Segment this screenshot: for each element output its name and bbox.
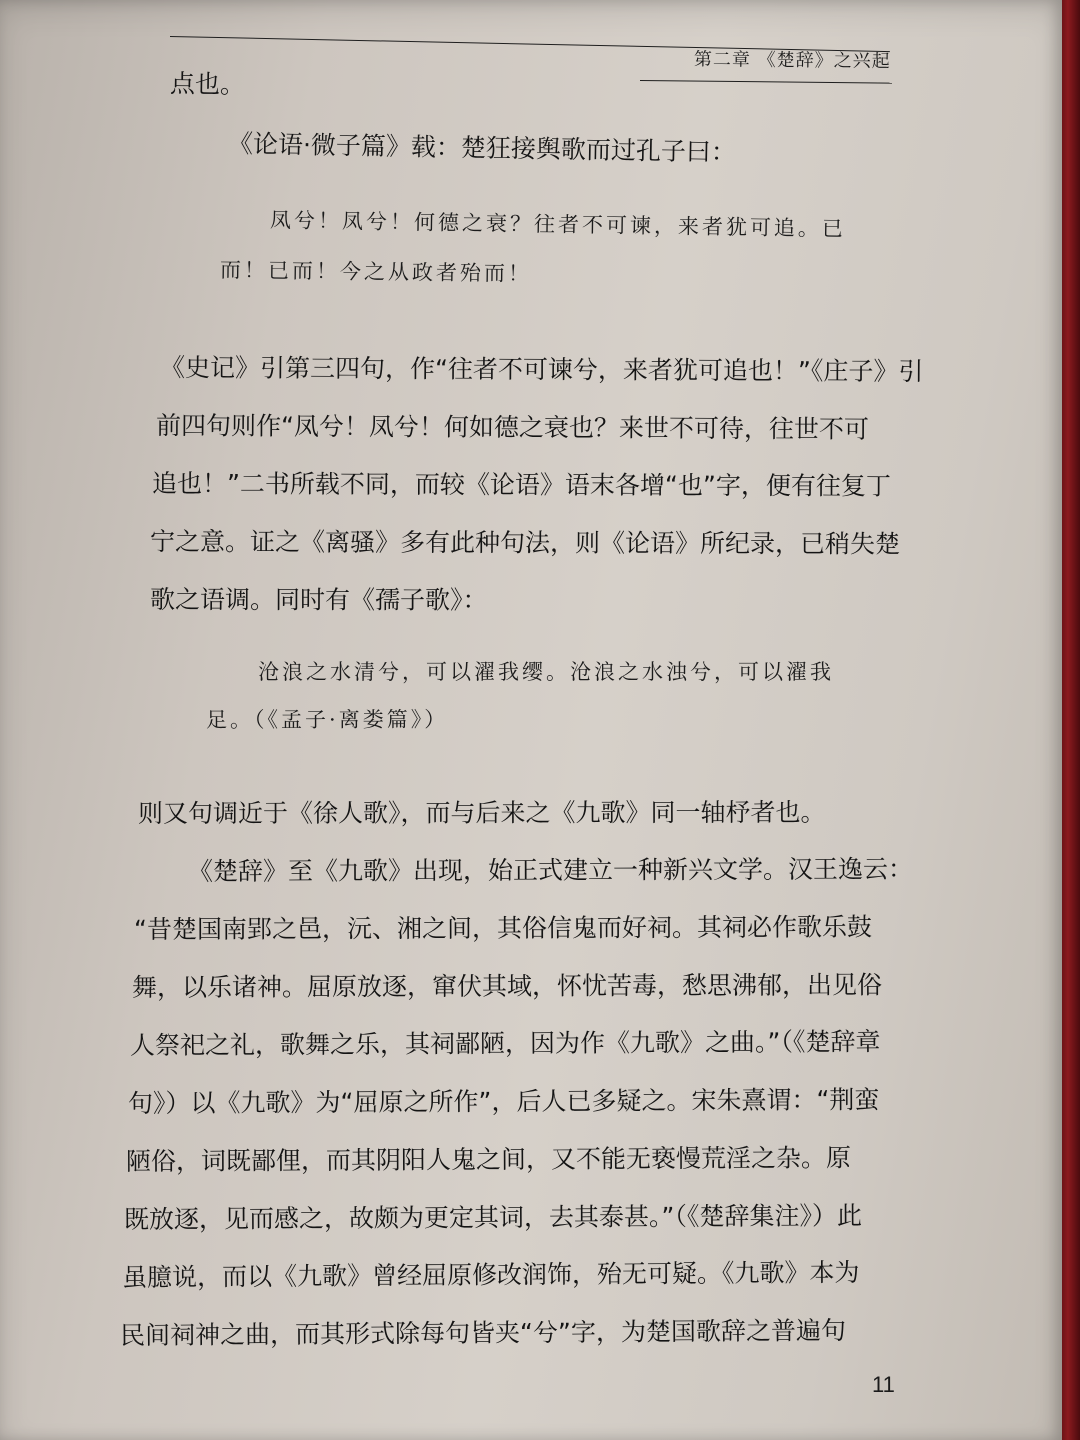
body-line: 追也！”二书所载不同，而较《论语》语末各增“也”字，便有往复丁 (151, 469, 891, 501)
body-line: 歌之语调。同时有《孺子歌》： (149, 585, 488, 615)
quote-line: 足。（《孟子·离娄篇》） (205, 707, 449, 732)
body-line: “昔楚国南郢之邑，沅、湘之间，其俗信鬼而好祠。其祠必作歌乐鼓 (133, 912, 873, 944)
body-line: 虽臆说，而以《九歌》曾经屈原修改润饰，殆无可疑。《九歌》本为 (121, 1257, 860, 1292)
body-line: 则又句调近于《徐人歌》，而与后来之《九歌》同一轴杼者也。 (137, 797, 826, 828)
body-line: 《论语·微子篇》载：楚狂接舆歌而过孔子曰： (227, 129, 737, 167)
header-rule-bottom (640, 80, 892, 84)
body-line: 点也。 (169, 69, 246, 100)
body-line: 句》）以《九歌》为“屈原之所作”，后人已多疑之。宋朱熹谓：“荆蛮 (127, 1085, 880, 1118)
body-line: 前四句则作“凤兮！凤兮！何如德之衰也？来世不可待，往世不可 (155, 411, 870, 444)
page-number: 11 (872, 1372, 895, 1397)
body-line: 《史记》引第三四句，作“往者不可谏兮，来者犹可追也！”《庄子》引 (159, 353, 924, 386)
quote-line: 而！已而！今之从政者殆而！ (219, 258, 533, 286)
running-head: 第二章 《楚辞》之兴起 (693, 48, 891, 73)
body-line: 陋俗，词既鄙俚，而其阴阳人鬼之间，又不能无亵慢荒淫之杂。原 (125, 1143, 852, 1176)
body-line: 《楚辞》至《九歌》出现，始正式建立一种新兴文学。汉王逸云： (187, 854, 914, 886)
body-line: 舞，以乐诸神。屈原放逐，窜伏其域，怀忧苦毒，愁思沸郁，出见俗 (131, 970, 883, 1002)
body-line: 宁之意。证之《离骚》多有此种句法，则《论语》所纪录，已稍失楚 (149, 527, 901, 559)
quote-line: 沧浪之水清兮，可以濯我缨。沧浪之水浊兮，可以濯我 (258, 660, 834, 684)
body-line: 民间祠神之曲，而其形式除每句皆夹“兮”字，为楚国歌辞之普遍句 (119, 1315, 847, 1350)
quote-line: 凤兮！凤兮！何德之衰？往者不可谏，来者犹可追。已 (269, 208, 847, 242)
body-line: 既放逐，见而感之，故颇为更定其词，去其泰甚。”（《楚辞集注》）此 (123, 1201, 863, 1234)
body-line: 人祭祀之礼，歌舞之乐，其祠鄙陋，因为作《九歌》之曲。”（《楚辞章 (129, 1027, 881, 1060)
